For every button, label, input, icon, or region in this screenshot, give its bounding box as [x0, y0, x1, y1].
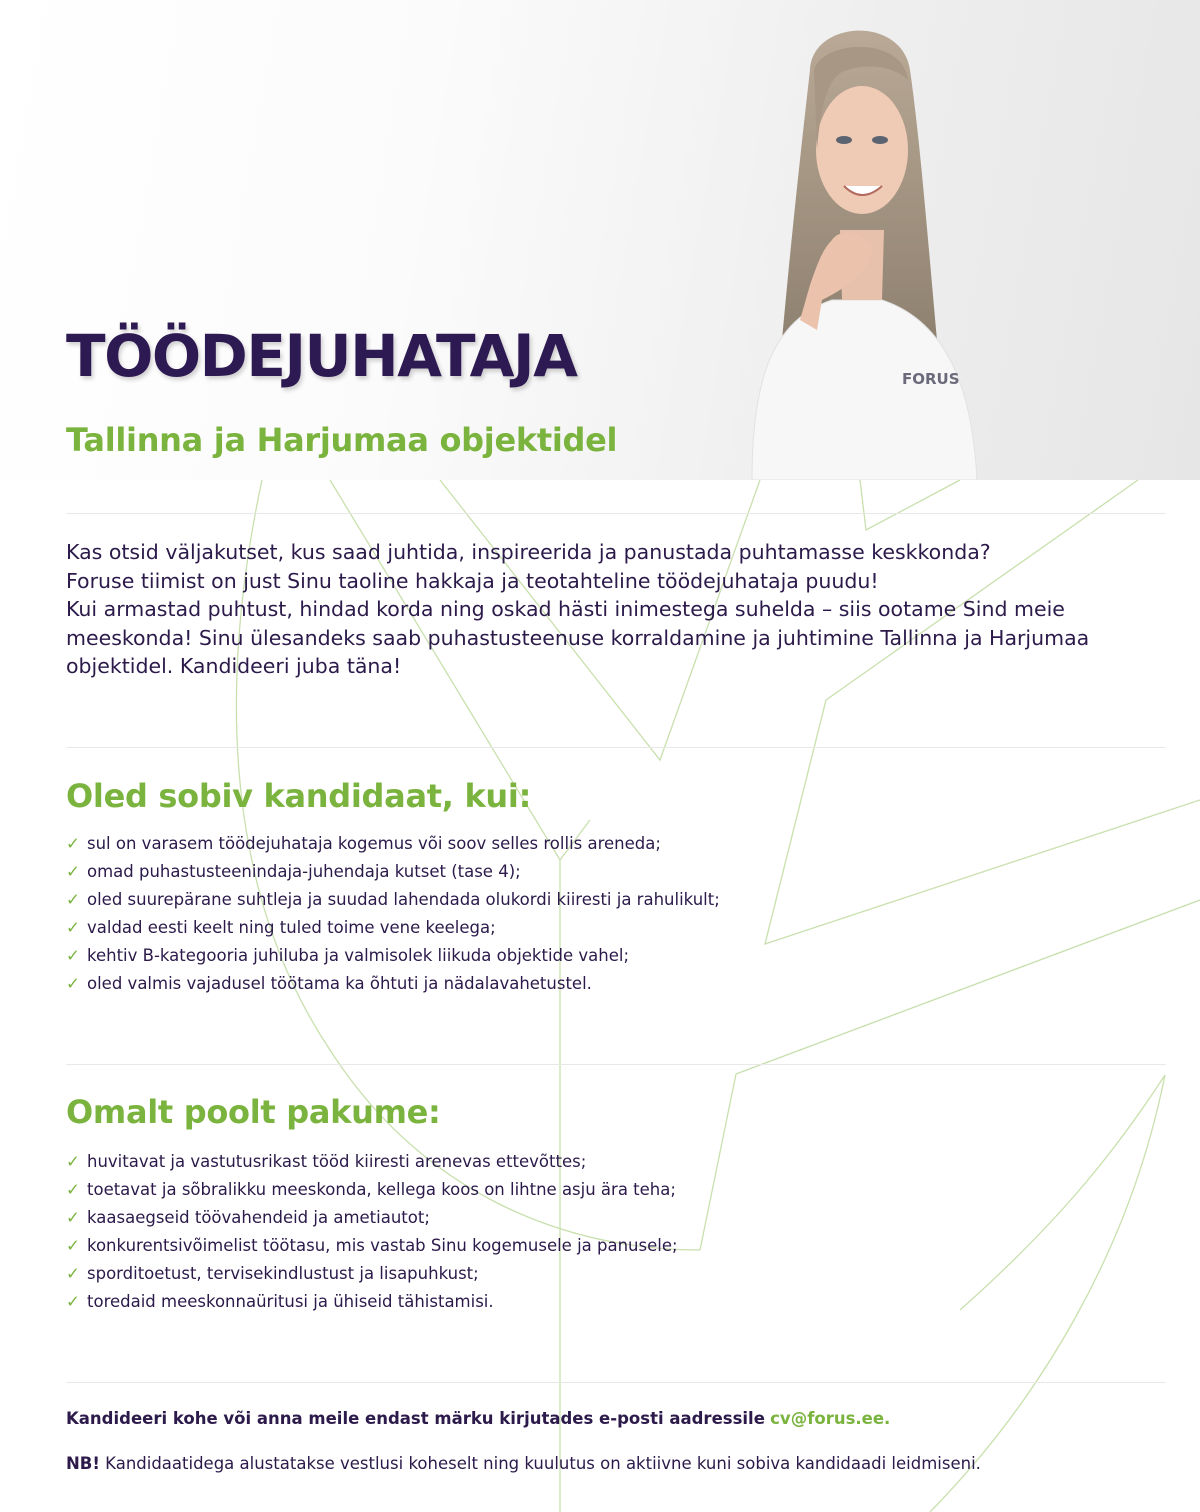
apply-note [66, 1409, 890, 1428]
intro-line: Kas otsid väljakutset, kus saad juhtida, inspireerida ja panustada puhtamasse keskkonda? [66, 540, 991, 564]
list-item: ✓ konkurentsivõimelist töötasu, mis vastab Sinu kogemusele ja panusele; [66, 1232, 678, 1260]
list-item: ✓ huvitavat ja vastutusrikast tööd kiiresti arenevas ettevõttes; [66, 1148, 678, 1176]
page-subtitle: Tallinna ja Harjumaa objektidel [66, 421, 618, 459]
requirements-list [66, 830, 720, 998]
list-item: ✓ kaasaegseid töövahendeid ja ametiautot; [66, 1204, 678, 1232]
check-icon: ✓ [66, 1264, 80, 1283]
requirements-title: Oled sobiv kandidaat, kui: [66, 777, 532, 815]
divider [66, 747, 1166, 748]
divider [66, 1382, 1166, 1383]
offer-title: Omalt poolt pakume: [66, 1093, 441, 1131]
list-item: ✓ valdad eesti keelt ning tuled toime vene keelega; [66, 914, 720, 942]
divider [66, 513, 1166, 514]
nb-note [66, 1454, 981, 1473]
offer-list [66, 1148, 678, 1316]
list-item: ✓ omad puhastusteenindaja-juhendaja kutset (tase 4); [66, 858, 720, 886]
check-icon: ✓ [66, 1152, 80, 1171]
check-icon: ✓ [66, 974, 80, 993]
nb-label: NB! [66, 1454, 100, 1473]
check-icon: ✓ [66, 862, 80, 881]
list-item: ✓ toetavat ja sõbralikku meeskonda, kellega koos on lihtne asju ära teha; [66, 1176, 678, 1204]
intro-line: Foruse tiimist on just Sinu taoline hakkaja ja teotahteline töödejuhataja puudu! [66, 568, 879, 593]
check-icon: ✓ [66, 918, 80, 937]
intro-line: meeskonda! Sinu ülesandeks saab puhastusteenuse korraldamine ja juhtimine Tallinna ja Harjumaa [66, 625, 1090, 650]
intro-line: objektidel. Kandideeri juba täna! [66, 654, 402, 678]
intro-text [66, 538, 1146, 681]
hero-banner [0, 0, 1200, 480]
check-icon: ✓ [66, 1236, 80, 1255]
list-item: ✓ sul on varasem töödejuhataja kogemus või soov selles rollis areneda; [66, 830, 720, 858]
list-item: ✓ toredaid meeskonnaüritusi ja ühiseid tähistamisi. [66, 1288, 678, 1316]
check-icon: ✓ [66, 1292, 80, 1311]
list-item: ✓ sporditoetust, tervisekindlustust ja lisapuhkust; [66, 1260, 678, 1288]
apply-text: Kandideeri kohe või anna meile endast märku kirjutades e-posti aadressile [66, 1409, 765, 1428]
portrait-photo [722, 0, 982, 480]
shirt-logo: FORUS [902, 370, 960, 388]
check-icon: ✓ [66, 890, 80, 909]
divider [66, 1064, 1166, 1065]
list-item: ✓ oled suurepärane suhtleja ja suudad lahendada olukordi kiiresti ja rahulikult; [66, 886, 720, 914]
check-icon: ✓ [66, 946, 80, 965]
intro-line: Kui armastad puhtust, hindad korda ning oskad hästi inimestega suhelda – siis ootame Sind meie [66, 597, 1065, 621]
check-icon: ✓ [66, 1208, 80, 1227]
list-item: ✓ oled valmis vajadusel töötama ka õhtuti ja nädalavahetustel. [66, 970, 720, 998]
check-icon: ✓ [66, 1180, 80, 1199]
email-link[interactable]: cv@forus.ee. [770, 1409, 891, 1428]
list-item: ✓ kehtiv B-kategooria juhiluba ja valmisolek liikuda objektide vahel; [66, 942, 720, 970]
nb-text: Kandidaatidega alustatakse vestlusi koheselt ning kuulutus on aktiivne kuni sobiva kandidaadi leidmiseni. [105, 1454, 981, 1473]
check-icon: ✓ [66, 834, 80, 853]
page-title: TÖÖDEJUHATAJA [66, 322, 577, 390]
